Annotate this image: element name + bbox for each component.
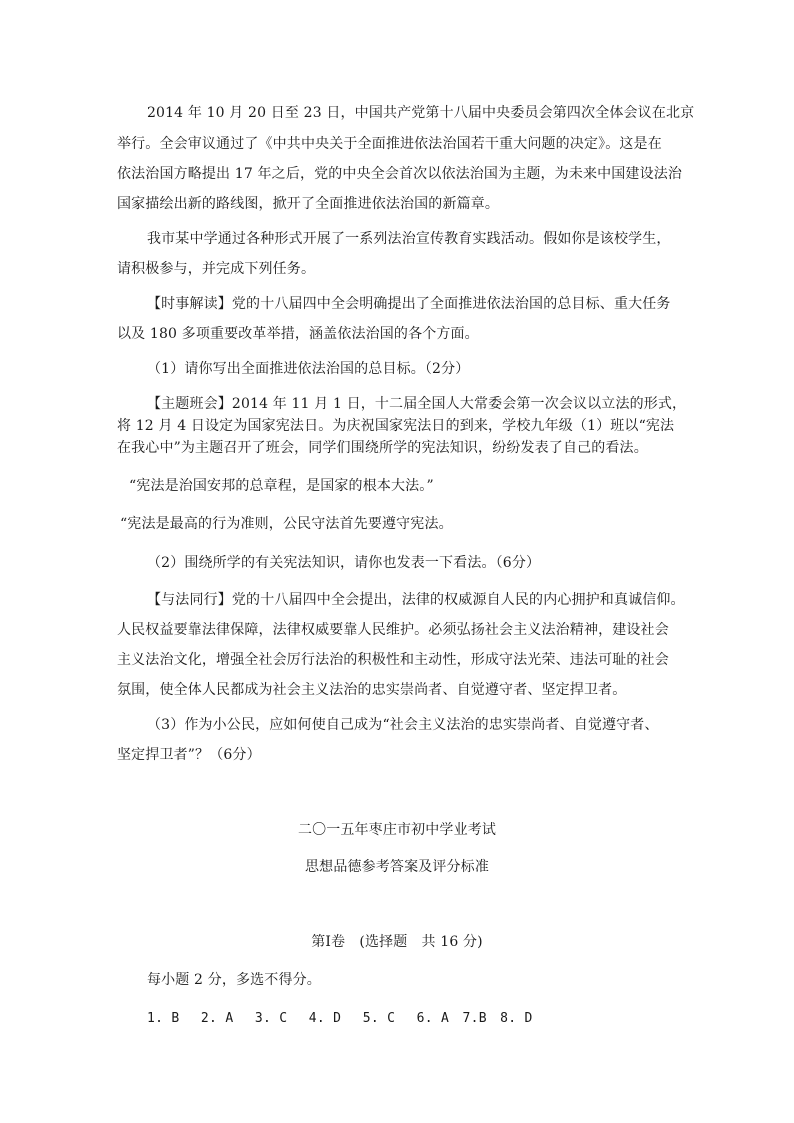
- paragraph-line: 举行。全会审议通过了《中共中央关于全面推进依法治国若干重大问题的决定》。这是在: [117, 136, 662, 152]
- answer-title: 二〇一五年枣庄市初中学业考试: [297, 822, 497, 838]
- question-1: （1）请你写出全面推进依法治国的总目标。（2分）: [147, 361, 470, 377]
- part1-heading: 第Ⅰ卷 (选择题 共 16 分): [311, 934, 483, 950]
- paragraph-line: 在我心中”为主题召开了班会，同学们围绕所学的宪法知识，纷纷发表了自己的看法。: [117, 440, 648, 456]
- paragraph-line: 依法治国方略提出 17 年之后，党的中央全会首次以依法治国为主题，为未来中国建设法治: [117, 166, 683, 182]
- answer-subtitle: 思想品德参考答案及评分标准: [305, 859, 489, 875]
- paragraph-line: 我市某中学通过各种形式开展了一系列法治宣传教育实践活动。假如你是该校学生，: [147, 231, 671, 247]
- question-3: （3）作为小公民，应如何使自己成为“社会主义法治的忠实崇尚者、自觉遵守者、: [147, 717, 659, 733]
- paragraph-line: 【主题班会】2014 年 11 月 1 日，十二届全国人大常委会第一次会议以立法的形式，: [147, 396, 687, 412]
- quote-line: “宪法是最高的行为准则，公民守法首先要遵守宪法。: [120, 516, 453, 532]
- paragraph-line: 2014 年 10 月 20 日至 23 日，中国共产党第十八届中央委员会第四次全体会议在北京: [147, 105, 695, 121]
- answers-line: 1. B 2. A 3. C 4. D 5. C 6. A 7.B 8. D: [147, 1011, 533, 1026]
- paragraph-line: 【与法同行】党的十八届四中全会提出，法律的权威源自人民的内心拥护和真诚信仰。: [147, 592, 685, 608]
- paragraph-line: 将 12 月 4 日设定为国家宪法日。为庆祝国家宪法日的到来，学校九年级（1）班以“宪法: [117, 418, 675, 434]
- question-2: （2）围绕所学的有关宪法知识，请你也发表一下看法。（6分）: [147, 555, 541, 571]
- scoring-note: 每小题 2 分，多选不得分。: [147, 972, 321, 988]
- paragraph-line: 请积极参与，并完成下列任务。: [117, 261, 316, 277]
- paragraph-line: 人民权益要靠法律保障，法律权威要靠人民维护。必须弘扬社会主义法治精神，建设社会: [117, 622, 669, 638]
- paragraph-line: 氛围，使全体人民都成为社会主义法治的忠实崇尚者、自觉遵守者、坚定捍卫者。: [117, 682, 627, 698]
- paragraph-line: 主义法治文化，增强全社会厉行法治的积极性和主动性，形成守法光荣、违法可耻的社会: [117, 652, 669, 668]
- question-3: 坚定捍卫者”？（6分）: [117, 747, 261, 763]
- paragraph-line: 以及 180 多项重要改革举措，涵盖依法治国的各个方面。: [117, 326, 479, 342]
- paragraph-line: 国家描绘出新的路线图，掀开了全面推进依法治国的新篇章。: [117, 196, 500, 212]
- quote-line: “宪法是治国安邦的总章程，是国家的根本大法。”: [129, 478, 434, 494]
- paragraph-line: 【时事解读】党的十八届四中全会明确提出了全面推进依法治国的总目标、重大任务: [147, 296, 671, 312]
